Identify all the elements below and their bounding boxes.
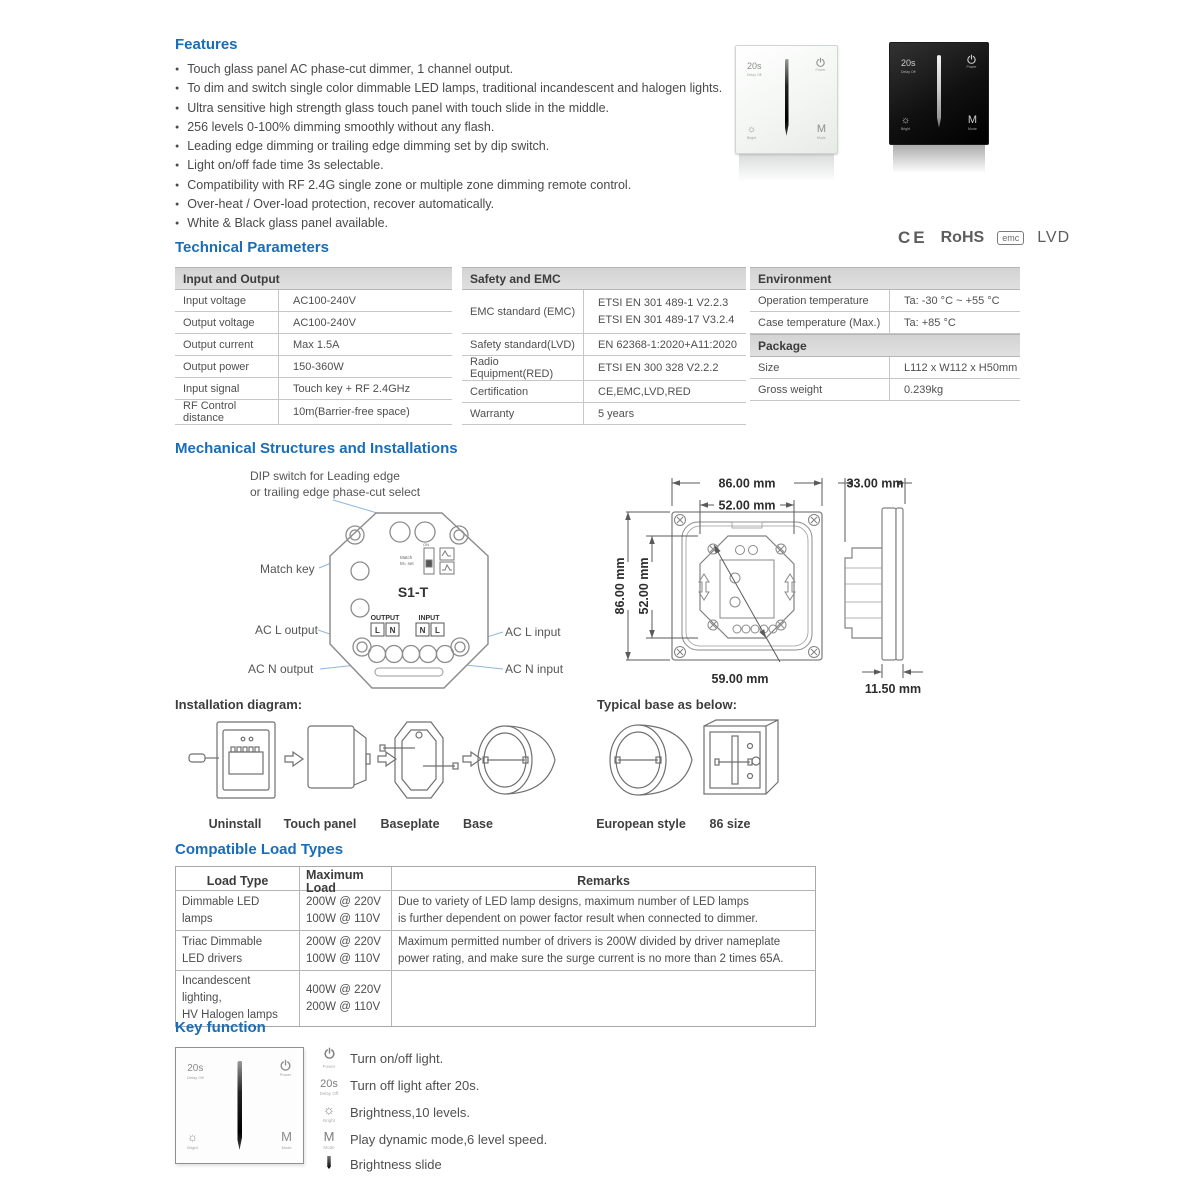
step-label-uninstall: Uninstall — [208, 817, 262, 831]
white-glass-panel: 20s Delay Off Power ☼ Bright M Mode — [735, 45, 838, 154]
dim-width-52: 52.00 mm — [718, 498, 776, 513]
acl-output-label: AC L output — [255, 623, 318, 637]
input-label: INPUT — [418, 615, 440, 622]
black-glass-panel: 20s Delay Off Power ☼ Bright M Mode — [889, 42, 989, 145]
table-row: Certification CE,EMC,LVD,RED — [462, 381, 746, 403]
table-row: Operation temperature Ta: -30 °C ~ +55 °C — [750, 290, 1020, 312]
step-label-baseplate: Baseplate — [380, 817, 440, 831]
environment-header: Environment — [750, 267, 1020, 290]
table-row: Dimmable LED lamps 200W @ 220V 100W @ 110V Due to variety of LED lamp designs, maximum number of LED lamps is further dependent on power factor result when connected to dimmer. — [176, 890, 815, 930]
dim-width-86: 86.00 mm — [718, 476, 776, 491]
table-row: Size L112 x W112 x H50mm — [750, 357, 1020, 379]
mode-key-label: M — [281, 1129, 292, 1144]
key-function-panel-drawing: 20s Delay Off Power ☼ Bright M Mode — [175, 1047, 304, 1164]
ce-mark: CE — [898, 228, 928, 247]
power-icon: Power — [316, 1047, 342, 1070]
lvd-mark: LVD — [1037, 229, 1071, 246]
svg-text:M= set: M= set — [400, 561, 414, 566]
feature-item: ● 256 levels 0-100% dimming smoothly without any flash. — [175, 118, 795, 137]
acn-output-label: AC N output — [248, 662, 314, 676]
feature-item: ● Light on/off fade time 3s selectable. — [175, 156, 795, 175]
io-table-header: Input and Output — [175, 267, 452, 290]
mode-icon: M Mode — [323, 1128, 335, 1150]
dim-diagonal-59: 59.00 mm — [711, 672, 769, 686]
table-row: Input voltage AC100-240V — [175, 290, 452, 312]
delay-key-label: 20s — [747, 61, 762, 71]
dim-depth-33: 33.00 mm — [846, 476, 904, 491]
key-function-title: Key function — [175, 1019, 266, 1036]
table-header-row: Load Type Maximum Load Remarks — [176, 867, 815, 890]
feature-item: ● Leading edge dimming or trailing edge dimming set by dip switch. — [175, 137, 795, 156]
feature-item: ● Ultra sensitive high strength glass touch panel with touch slide in the middle. — [175, 99, 795, 118]
load-types-title: Compatible Load Types — [175, 841, 344, 858]
features-section — [175, 36, 795, 234]
base-label-86size: 86 size — [709, 817, 751, 831]
acn-input-label: AC N input — [505, 662, 564, 676]
rohs-mark: RoHS — [940, 229, 985, 246]
legend-item-delay: 20s Delay Off Turn off light after 20s. — [316, 1072, 547, 1099]
table-row: Triac Dimmable LED drivers 200W @ 220V 100W @ 110V Maximum permitted number of drivers is 200W divided by driver nameplate power rating, and make sure the surge current is no more than 2 times 65A. — [176, 930, 815, 970]
step-label-touch-panel: Touch panel — [283, 817, 357, 831]
product-photo-white-panel — [735, 45, 838, 154]
installation-steps-drawing — [175, 712, 585, 812]
match-detail-label: Match — [400, 555, 413, 560]
delay-key-label: 20s — [901, 58, 916, 68]
mode-key-label: M — [967, 113, 977, 126]
legend-item-power: Power Turn on/off light. — [316, 1045, 547, 1072]
dip-switch-label: DIP switch for Leading edge — [250, 469, 400, 483]
panel-reflection — [893, 145, 985, 173]
svg-text:N: N — [419, 626, 426, 635]
key-function-legend — [316, 1045, 547, 1176]
product-photo-black-panel — [889, 42, 989, 145]
table-row: Radio Equipment(RED) ETSI EN 300 328 V2.2.2 — [462, 356, 746, 381]
dim-height-52: 52.00 mm — [637, 557, 651, 615]
touch-slide-stripe — [237, 1061, 242, 1150]
legend-item-mode: M Mode Play dynamic mode,6 level speed. — [316, 1126, 547, 1153]
legend-item-slide: Brightness slide — [316, 1153, 547, 1176]
panel-reflection — [739, 154, 834, 182]
match-key-label: Match key — [260, 562, 315, 576]
brightness-slide-icon — [316, 1156, 342, 1173]
svg-text:N: N — [389, 626, 396, 635]
table-row: Warranty 5 years — [462, 403, 746, 425]
dimension-drawing — [600, 462, 960, 697]
brightness-icon: ☼ Bright — [323, 1101, 335, 1123]
brightness-icon: ☼ — [747, 123, 757, 135]
acl-input-label: AC L input — [505, 625, 561, 639]
delay-off-icon: 20s Delay Off — [319, 1077, 339, 1096]
table-row: Output voltage AC100-240V — [175, 312, 452, 334]
feature-item: ● Touch glass panel AC phase-cut dimmer, 1 channel output. — [175, 60, 795, 79]
safety-table-header: Safety and EMC — [462, 267, 746, 290]
technical-parameters-title: Technical Parameters — [175, 239, 329, 256]
brightness-icon: ☼ — [187, 1130, 198, 1144]
table-row: RF Control distance 10m(Barrier-free space) — [175, 400, 452, 425]
touch-slide-stripe — [937, 55, 941, 128]
dim-height-86: 86.00 mm — [613, 557, 627, 615]
feature-item: ● Over-heat / Over-load protection, recover automatically. — [175, 195, 795, 214]
legend-item-brightness: ☼ Bright Brightness,10 levels. — [316, 1099, 547, 1126]
typical-base-title: Typical base as below: — [597, 697, 737, 712]
svg-text:or trailing edge phase-cut sel: or trailing edge phase-cut select — [250, 485, 421, 499]
svg-text:L: L — [435, 626, 440, 635]
delay-key-label: 20s — [187, 1063, 204, 1074]
mechanical-title: Mechanical Structures and Installations — [175, 440, 458, 457]
mode-key-label: M — [816, 122, 826, 135]
installation-title: Installation diagram: — [175, 697, 303, 712]
touch-slide-stripe — [785, 59, 789, 136]
feature-item: ● Compatibility with RF 2.4G single zone or multiple zone dimming remote control. — [175, 176, 795, 195]
emc-mark: emc — [997, 231, 1024, 245]
controller-structure-diagram — [240, 462, 570, 692]
power-icon: Power — [966, 54, 977, 70]
table-row: Gross weight 0.239kg — [750, 379, 1020, 401]
dim-glass-115: 11.50 mm — [864, 682, 922, 696]
step-label-base: Base — [463, 817, 493, 831]
table-row: Output current Max 1.5A — [175, 334, 452, 356]
brightness-icon: ☼ — [901, 114, 911, 126]
power-icon: Power — [815, 57, 826, 73]
table-row: Input signal Touch key + RF 2.4GHz — [175, 378, 452, 400]
feature-item: ● To dim and switch single color dimmable LED lamps, traditional incandescent and halogen lights. — [175, 79, 795, 98]
features-title: Features — [175, 36, 238, 53]
environment-package-table — [750, 267, 1020, 401]
features-list — [175, 60, 795, 234]
load-types-table — [175, 866, 816, 1027]
table-row: Output power 150-360W — [175, 356, 452, 378]
typical-base-drawing — [598, 712, 788, 812]
package-header: Package — [750, 334, 1020, 357]
power-icon: Power — [279, 1059, 292, 1077]
feature-item: ● White & Black glass panel available. — [175, 214, 795, 233]
table-row: EMC standard (EMC) ETSI EN 301 489-1 V2.2.3 ETSI EN 301 489-17 V3.2.4 — [462, 290, 746, 334]
svg-text:ON: ON — [423, 542, 429, 547]
table-row: Safety standard(LVD) EN 62368-1:2020+A11:2020 — [462, 334, 746, 356]
table-row: Case temperature (Max.) Ta: +85 °C — [750, 312, 1020, 334]
model-label: S1-T — [397, 584, 429, 600]
table-row: Incandescent lighting, HV Halogen lamps 400W @ 220V 200W @ 110V — [176, 970, 815, 1026]
safety-emc-table — [462, 267, 746, 425]
svg-text:L: L — [375, 626, 380, 635]
certification-marks — [898, 228, 1070, 248]
base-label-european: European style — [596, 817, 686, 831]
io-table — [175, 267, 452, 425]
output-label: OUTPUT — [370, 615, 400, 622]
